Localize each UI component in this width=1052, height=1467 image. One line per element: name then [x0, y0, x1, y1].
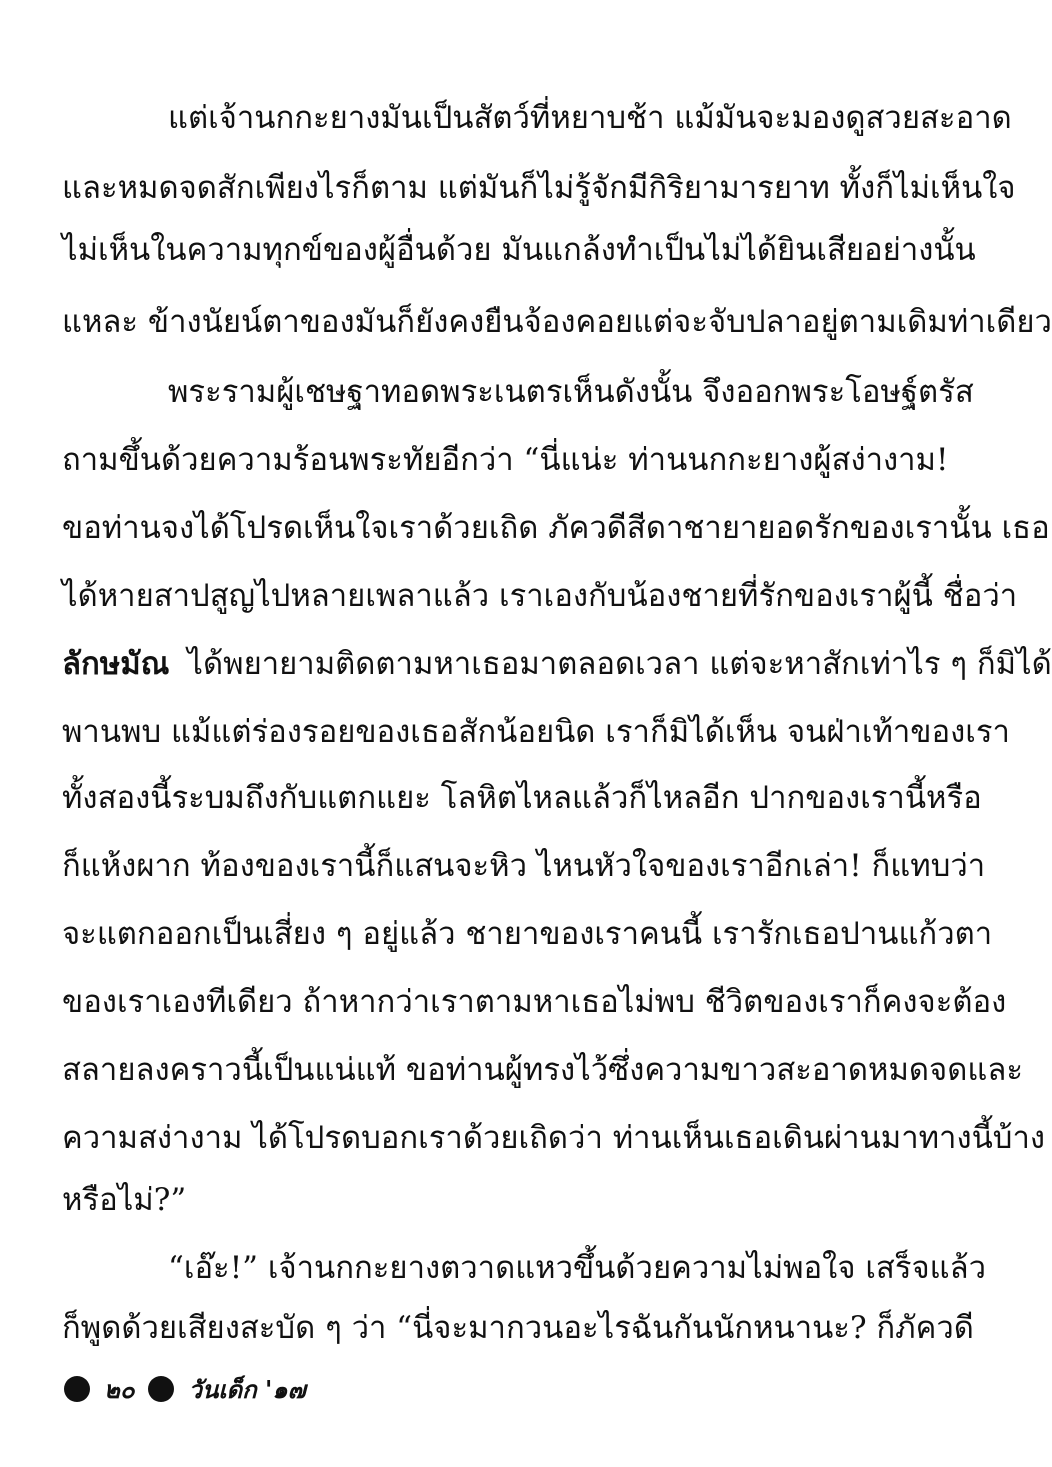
- text-line: จะแตกออกเป็นเสี่ยง ๆ อยู่แล้ว ชายาของเราคนนี้ เรารักเธอปานแก้วตา: [62, 916, 993, 952]
- text-line: หรือไม่?”: [62, 1182, 187, 1218]
- text-line: ของเราเองทีเดียว ถ้าหากว่าเราตามหาเธอไม่พบ ชีวิตของเราก็คงจะต้อง: [62, 984, 1007, 1020]
- character-name: ลักษมัณ: [62, 646, 170, 682]
- text-line: ขอท่านจงได้โปรดเห็นใจเราด้วยเถิด ภัควดีสีดาชายายอดรักของเรานั้น เธอ: [62, 510, 1050, 546]
- text-line: แหละ ข้างนัยน์ตาของมันก็ยังคงยืนจ้องคอยแต่จะจับปลาอยู่ตามเดิมท่าเดียว: [62, 304, 1052, 340]
- text-line: ก็แห้งผาก ท้องของเรานี้ก็แสนจะหิว ไหนหัวใจของเราอีกเล่า! ก็แทบว่า: [62, 848, 986, 884]
- text-line: แต่เจ้านกกะยางมันเป็นสัตว์ที่หยาบช้า แม้มันจะมองดูสวยสะอาด: [168, 100, 1012, 136]
- text-line: ก็พูดด้วยเสียงสะบัด ๆ ว่า “นี่จะมากวนอะไรฉันกันนักหนานะ? ก็ภัควดี: [62, 1310, 974, 1346]
- text-line: “เอ๊ะ!” เจ้านกกะยางตวาดแหวขึ้นด้วยความไม่พอใจ เสร็จแล้ว: [168, 1250, 987, 1286]
- text-line: สลายลงคราวนี้เป็นแน่แท้ ขอท่านผู้ทรงไว้ซึ่งความขาวสะอาดหมดจดและ: [62, 1052, 1023, 1088]
- text-line: พานพบ แม้แต่ร่องรอยของเธอสักน้อยนิด เราก็มิได้เห็น จนฝ่าเท้าของเรา: [62, 714, 1010, 750]
- text-line: [62, 644, 1052, 684]
- text-line: ไม่เห็นในความทุกข์ของผู้อื่นด้วย มันแกล้งทำเป็นไม่ได้ยินเสียอย่างนั้น: [62, 232, 976, 268]
- text-line: ได้หายสาปสูญไปหลายเพลาแล้ว เราเองกับน้องชายที่รักของเราผู้นี้ ชื่อว่า: [62, 578, 1018, 614]
- publication-name: วันเด็ก '๑๗: [188, 1374, 306, 1404]
- text-line: ทั้งสองนี้ระบมถึงกับแตกแยะ โลหิตไหลแล้วก็ไหลอีก ปากของเรานี้หรือ: [62, 780, 982, 816]
- text-line: ความสง่างาม ได้โปรดบอกเราด้วยเถิดว่า ท่านเห็นเธอเดินผ่านมาทางนี้บ้าง: [62, 1120, 1046, 1156]
- text-line: พระรามผู้เชษฐาทอดพระเนตรเห็นดังนั้น จึงออกพระโอษฐ์ตรัส: [168, 374, 974, 410]
- text-line: ถามขึ้นด้วยความร้อนพระทัยอีกว่า “นี่แน่ะ ท่านนกกะยางผู้สง่างาม!: [62, 442, 949, 478]
- bullet-dot-icon: [148, 1376, 174, 1402]
- text-segment: ได้พยายามติดตามหาเธอมาตลอดเวลา แต่จะหาสักเท่าไร ๆ ก็มิได้: [187, 646, 1052, 682]
- bullet-dot-icon: [64, 1376, 90, 1402]
- page-number: ๒๐: [104, 1374, 135, 1404]
- text-line: และหมดจดสักเพียงไรก็ตาม แต่มันก็ไม่รู้จักมีกิริยามารยาท ทั้งก็ไม่เห็นใจ: [62, 170, 1016, 206]
- page-footer: [64, 1372, 306, 1406]
